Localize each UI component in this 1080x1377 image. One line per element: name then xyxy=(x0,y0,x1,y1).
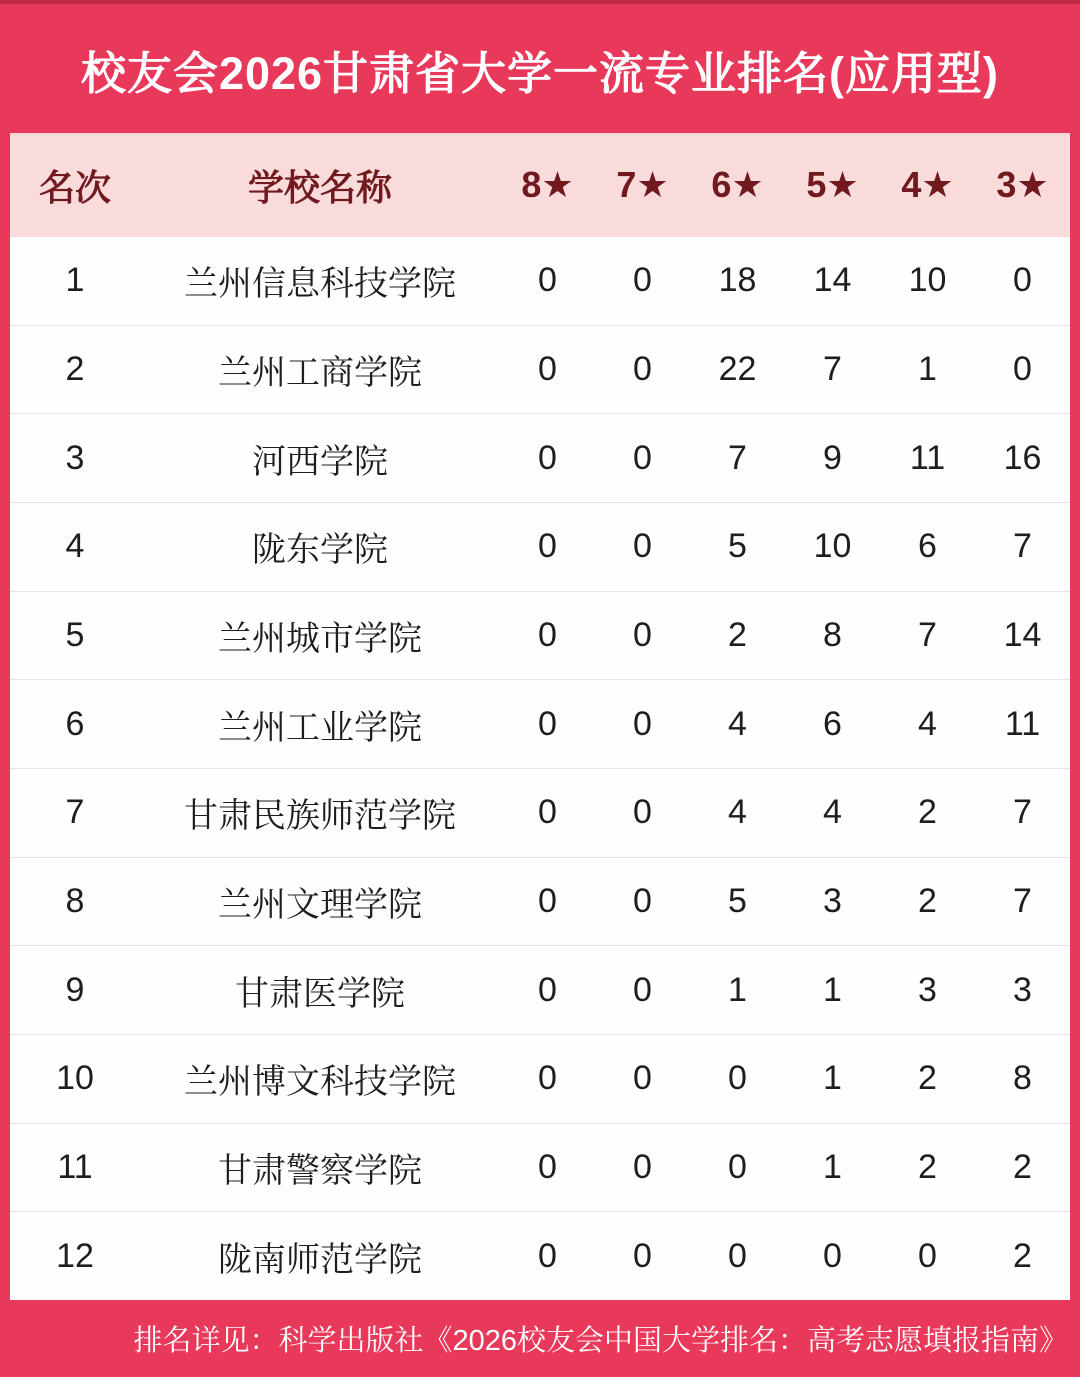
header-cell-6star: 6★ xyxy=(711,164,764,205)
star-count-cell: 0 xyxy=(633,261,652,300)
table-row xyxy=(10,1034,1070,1123)
star-count-cell: 7 xyxy=(1013,527,1032,566)
star-count-cell: 1 xyxy=(823,1059,842,1098)
table-row xyxy=(10,1211,1070,1300)
star-count-cell: 0 xyxy=(633,438,652,477)
star-count-cell: 0 xyxy=(633,1236,652,1275)
star-count-cell: 3 xyxy=(1013,970,1032,1009)
header-cell-4star: 4★ xyxy=(901,164,954,205)
star-count-cell: 7 xyxy=(1013,793,1032,832)
star-count-cell: 16 xyxy=(1003,438,1042,477)
star-count-cell: 22 xyxy=(718,350,757,388)
star-count-cell: 2 xyxy=(1013,1148,1032,1187)
table-row xyxy=(10,502,1070,591)
star-count-cell: 14 xyxy=(1003,616,1042,655)
star-count-cell: 1 xyxy=(728,970,747,1009)
star-count-cell: 0 xyxy=(633,350,652,388)
star-count-cell: 6 xyxy=(918,527,937,566)
star-count-cell: 0 xyxy=(538,350,557,388)
star-count-cell: 0 xyxy=(538,1059,557,1098)
star-count-cell: 2 xyxy=(1013,1236,1032,1275)
star-count-cell: 4 xyxy=(728,793,747,832)
star-count-cell: 6 xyxy=(823,704,842,743)
header-cell-8star: 8★ xyxy=(521,164,574,205)
star-count-cell: 9 xyxy=(823,438,842,477)
star-count-cell: 0 xyxy=(1013,261,1032,300)
table-row xyxy=(10,945,1070,1034)
star-count-cell: 0 xyxy=(633,704,652,743)
rank-cell: 7 xyxy=(65,793,85,832)
star-count-cell: 0 xyxy=(538,793,557,832)
star-count-cell: 0 xyxy=(633,793,652,832)
header-cell-rank: 名次 xyxy=(38,166,111,208)
rank-cell: 11 xyxy=(57,1148,93,1187)
school-cell: 兰州信息科技学院 xyxy=(184,265,456,304)
table-row xyxy=(10,413,1070,502)
star-count-cell: 0 xyxy=(633,1148,652,1187)
rank-cell: 4 xyxy=(65,527,85,566)
rank-cell: 2 xyxy=(65,350,85,388)
star-count-cell: 5 xyxy=(728,882,747,921)
star-count-cell: 2 xyxy=(918,882,937,921)
star-count-cell: 8 xyxy=(823,616,842,655)
footer-note: 排名详见：科学出版社《2026校友会中国大学排名：高考志愿填报指南》 xyxy=(133,1325,1068,1357)
star-count-cell: 7 xyxy=(823,350,842,388)
school-cell: 兰州文理学院 xyxy=(218,886,422,925)
table-body xyxy=(10,237,1070,1300)
star-count-cell: 0 xyxy=(728,1236,747,1275)
star-count-cell: 0 xyxy=(633,527,652,566)
school-cell: 陇南师范学院 xyxy=(218,1240,422,1279)
star-count-cell: 7 xyxy=(918,616,937,655)
school-cell: 兰州博文科技学院 xyxy=(184,1063,456,1102)
rank-cell: 6 xyxy=(65,704,85,743)
star-count-cell: 4 xyxy=(728,704,747,743)
star-count-cell: 0 xyxy=(1013,350,1032,388)
star-count-cell: 3 xyxy=(823,882,842,921)
rank-cell: 9 xyxy=(65,970,85,1009)
star-count-cell: 2 xyxy=(918,793,937,832)
school-cell: 河西学院 xyxy=(252,442,388,481)
star-count-cell: 0 xyxy=(538,438,557,477)
table-row xyxy=(10,591,1070,680)
rank-cell: 1 xyxy=(65,261,85,300)
star-count-cell: 0 xyxy=(538,882,557,921)
star-count-cell: 18 xyxy=(718,261,757,300)
ranking-table xyxy=(10,133,1070,1300)
star-count-cell: 11 xyxy=(1004,704,1041,743)
star-count-cell: 5 xyxy=(728,527,747,566)
school-cell: 兰州工商学院 xyxy=(218,354,422,392)
star-count-cell: 10 xyxy=(813,527,852,566)
star-count-cell: 11 xyxy=(909,438,946,477)
table-row xyxy=(10,768,1070,857)
star-count-cell: 0 xyxy=(633,616,652,655)
table-row xyxy=(10,857,1070,946)
star-count-cell: 1 xyxy=(823,1148,842,1187)
table-row xyxy=(10,237,1070,325)
star-count-cell: 0 xyxy=(728,1148,747,1187)
star-count-cell: 2 xyxy=(918,1059,937,1098)
star-count-cell: 10 xyxy=(908,261,947,300)
star-count-cell: 2 xyxy=(728,616,747,655)
school-cell: 陇东学院 xyxy=(252,531,388,570)
star-count-cell: 7 xyxy=(728,438,747,477)
table-row xyxy=(10,679,1070,768)
star-count-cell: 14 xyxy=(813,261,852,300)
header-cell-school: 学校名称 xyxy=(247,166,392,208)
school-cell: 兰州城市学院 xyxy=(218,620,422,659)
star-count-cell: 4 xyxy=(823,793,842,832)
star-count-cell: 0 xyxy=(633,882,652,921)
star-count-cell: 0 xyxy=(538,970,557,1009)
star-count-cell: 0 xyxy=(538,527,557,566)
header-cell-3star: 3★ xyxy=(996,164,1049,205)
rank-cell: 12 xyxy=(56,1236,94,1275)
star-count-cell: 0 xyxy=(538,261,557,300)
star-count-cell: 4 xyxy=(918,704,937,743)
header-cell-7star: 7★ xyxy=(616,164,669,205)
star-count-cell: 3 xyxy=(918,970,937,1009)
rank-cell: 10 xyxy=(56,1059,94,1098)
star-count-cell: 2 xyxy=(918,1148,937,1187)
rank-cell: 5 xyxy=(65,616,85,655)
star-count-cell: 0 xyxy=(538,704,557,743)
rank-cell: 3 xyxy=(65,438,85,477)
star-count-cell: 0 xyxy=(633,1059,652,1098)
star-count-cell: 0 xyxy=(538,1236,557,1275)
rank-cell: 8 xyxy=(65,882,85,921)
table-header-row xyxy=(10,133,1070,237)
star-count-cell: 1 xyxy=(823,970,842,1009)
school-cell: 甘肃民族师范学院 xyxy=(184,797,456,836)
star-count-cell: 0 xyxy=(538,616,557,655)
star-count-cell: 0 xyxy=(918,1236,937,1275)
star-count-cell: 0 xyxy=(633,970,652,1009)
star-count-cell: 8 xyxy=(1013,1059,1032,1098)
school-cell: 兰州工业学院 xyxy=(218,708,422,747)
star-count-cell: 7 xyxy=(1013,882,1032,921)
star-count-cell: 0 xyxy=(823,1236,842,1275)
title-banner xyxy=(0,0,1080,133)
table-row xyxy=(10,1123,1070,1212)
school-cell: 甘肃医学院 xyxy=(235,974,405,1013)
page-title: 校友会2026甘肃省大学一流专业排名(应用型) xyxy=(80,48,1000,99)
table-row xyxy=(10,325,1070,414)
star-count-cell: 1 xyxy=(918,350,937,388)
star-count-cell: 0 xyxy=(728,1059,747,1098)
header-cell-5star: 5★ xyxy=(806,164,859,205)
school-cell: 甘肃警察学院 xyxy=(218,1152,422,1191)
star-count-cell: 0 xyxy=(538,1148,557,1187)
footer-note-bar xyxy=(0,1300,1080,1377)
